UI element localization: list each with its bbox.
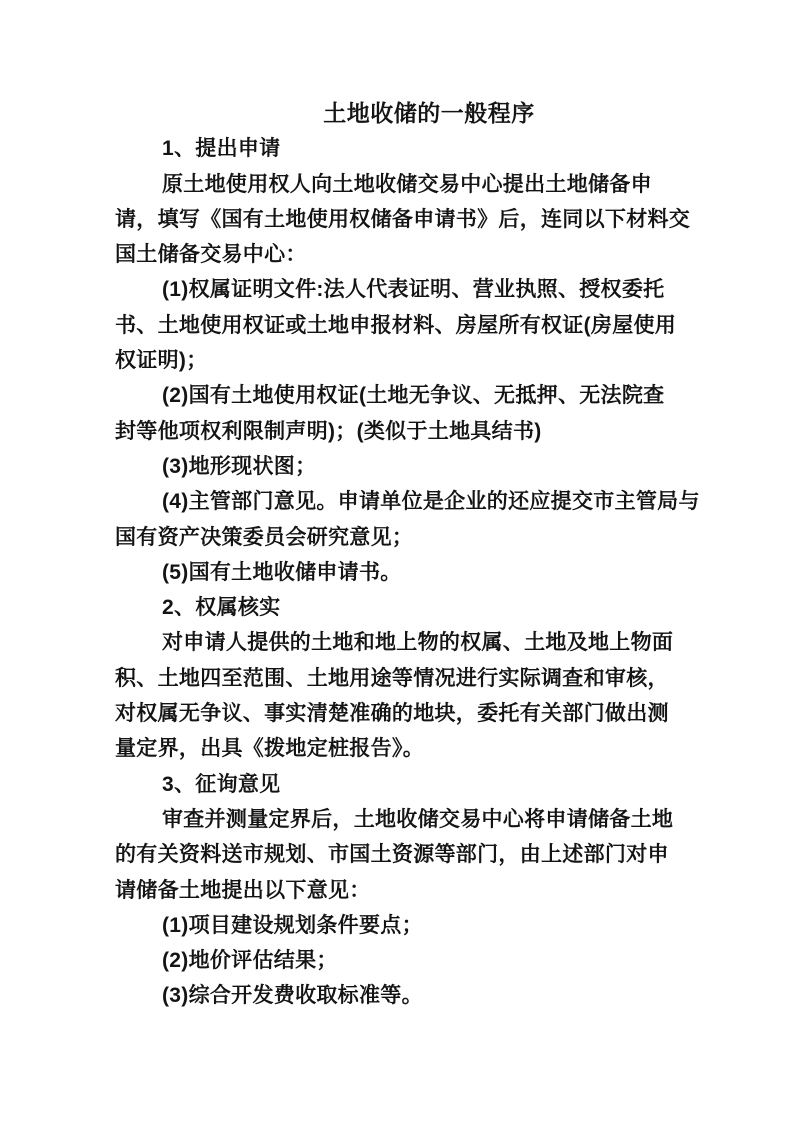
document-title: 土地收储的一般程序 (323, 100, 535, 126)
text-line: 积、土地四至范围、土地用途等情况进行实际调查和审核， (115, 666, 669, 690)
text-line: 2、权属核实 (162, 596, 281, 620)
text-line: 书、土地使用权证或土地申报材料、房屋所有权证(房屋使用 (115, 313, 677, 337)
text-line: (5)国有土地收储申请书。 (162, 560, 402, 584)
text-line: 3、征询意见 (162, 772, 281, 796)
text-line: 对申请人提供的土地和地上物的权属、土地及地上物面 (162, 631, 674, 655)
document-body (115, 131, 700, 1013)
text-line: 国土储备交易中心： (115, 243, 307, 267)
text-line: (3)综合开发费收取标准等。 (162, 984, 423, 1008)
text-line: 权证明)； (115, 349, 208, 373)
text-line: (1)权属证明文件:法人代表证明、营业执照、授权委托 (162, 278, 665, 302)
text-line: (1)项目建设规划条件要点； (162, 913, 423, 937)
text-line: 1、提出申请 (162, 137, 281, 161)
text-line: (2)国有土地使用权证(土地无争议、无抵押、无法院查 (162, 384, 665, 408)
text-line: 请，填写《国有土地使用权储备申请书》后，连同以下材料交 (115, 207, 691, 231)
text-line: 量定界，出具《拨地定桩报告》。 (115, 737, 424, 761)
text-line: (2)地价评估结果； (162, 949, 338, 973)
text-line: (4)主管部门意见。申请单位是企业的还应提交市主管局与 (162, 490, 700, 514)
text-line: 原土地使用权人向土地收储交易中心提出土地储备申 (162, 172, 652, 196)
text-line: 请储备土地提出以下意见： (115, 878, 371, 902)
text-line: 国有资产决策委员会研究意见； (115, 525, 414, 549)
text-line: 封等他项权利限制声明)；(类似于土地具结书) (115, 419, 542, 443)
text-line: (3)地形现状图； (162, 454, 317, 478)
text-line: 对权属无争议、事实清楚准确的地块，委托有关部门做出测 (115, 702, 669, 726)
text-line: 的有关资料送市规划、市国土资源等部门，由上述部门对申 (115, 843, 669, 867)
text-line: 审查并测量定界后，土地收储交易中心将申请储备土地 (162, 807, 674, 831)
